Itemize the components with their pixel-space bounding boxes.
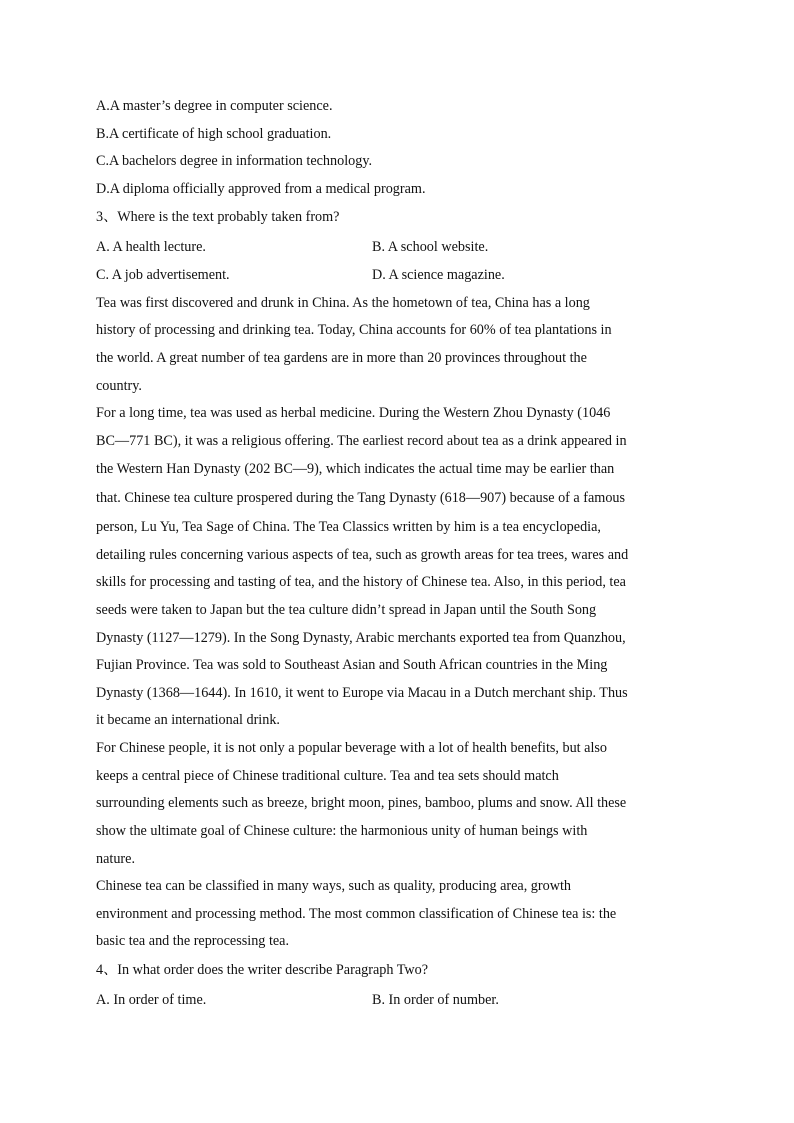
passage-p2-line: Dynasty (1368—1644). In 1610, it went to Europe via Macau in a Dutch merchant ship. Thus xyxy=(96,685,628,701)
q3-stem: 3、Where is the text probably taken from? xyxy=(96,209,340,225)
passage-p3-line: For Chinese people, it is not only a popular beverage with a lot of health benefits, but also xyxy=(96,740,608,756)
passage-p2-line: it became an international drink. xyxy=(96,712,280,728)
passage-p4-line: environment and processing method. The most common classification of Chinese tea is: the xyxy=(96,906,617,922)
passage-p2-line: BC—771 BC), it was a religious offering. The earliest record about tea as a drink appeared in xyxy=(96,433,627,449)
passage-p2-line: detailing rules concerning various aspects of tea, such as growth areas for tea trees, wares and xyxy=(96,547,629,563)
q3-option-d: D. A science magazine. xyxy=(372,267,505,283)
q4-stem: 4、In what order does the writer describe Paragraph Two? xyxy=(96,962,429,978)
passage-p2-line: seeds were taken to Japan but the tea culture didn’t spread in Japan until the South Song xyxy=(96,602,597,618)
passage-p2-line: skills for processing and tasting of tea, and the history of Chinese tea. Also, in this period, tea xyxy=(96,574,626,590)
q3-option-b: B. A school website. xyxy=(372,239,489,255)
passage-p3-line: surrounding elements such as breeze, bright moon, pines, bamboo, plums and snow. All these xyxy=(96,795,627,811)
passage-p1-line: the world. A great number of tea gardens are in more than 20 provinces throughout the xyxy=(96,350,587,366)
passage-p3-line: show the ultimate goal of Chinese culture: the harmonious unity of human beings with xyxy=(96,823,588,839)
passage-p3-line: nature. xyxy=(96,851,135,867)
q3-options-row-2 xyxy=(96,266,505,284)
passage-p2-line: person, Lu Yu, Tea Sage of China. The Tea Classics written by him is a tea encyclopedia, xyxy=(96,519,601,535)
q3-options-row-1 xyxy=(96,238,489,256)
passage-p3-line: keeps a central piece of Chinese traditional culture. Tea and tea sets should match xyxy=(96,768,559,784)
q2-option-b: B.A certificate of high school graduation. xyxy=(96,126,332,142)
passage-p4-line: Chinese tea can be classified in many ways, such as quality, producing area, growth xyxy=(96,878,572,894)
q2-option-c: C.A bachelors degree in information technology. xyxy=(96,153,373,169)
q2-option-d: D.A diploma officially approved from a medical program. xyxy=(96,181,426,197)
passage-p1-line: history of processing and drinking tea. Today, China accounts for 60% of tea plantations in xyxy=(96,322,612,338)
passage-p2-line: For a long time, tea was used as herbal medicine. During the Western Zhou Dynasty (1046 xyxy=(96,405,611,421)
passage-p2-line: Fujian Province. Tea was sold to Southeast Asian and South African countries in the Ming xyxy=(96,657,608,673)
passage-p2-line: the Western Han Dynasty (202 BC—9), which indicates the actual time may be earlier than xyxy=(96,461,615,477)
q3-option-a: A. A health lecture. xyxy=(96,239,206,255)
passage-p2-line: Dynasty (1127—1279). In the Song Dynasty, Arabic merchants exported tea from Quanzhou, xyxy=(96,630,626,646)
q4-option-a: A. In order of time. xyxy=(96,992,207,1008)
q4-option-b: B. In order of number. xyxy=(372,992,499,1008)
passage-p2-line: that. Chinese tea culture prospered during the Tang Dynasty (618—907) because of a famous xyxy=(96,490,626,506)
passage-p4-line: basic tea and the reprocessing tea. xyxy=(96,933,290,949)
passage-p1-line: Tea was first discovered and drunk in China. As the hometown of tea, China has a long xyxy=(96,295,590,311)
passage-p1-line: country. xyxy=(96,378,142,394)
q4-options-row-1 xyxy=(96,991,499,1009)
q2-option-a: A.A master’s degree in computer science. xyxy=(96,98,333,114)
q3-option-c: C. A job advertisement. xyxy=(96,267,230,283)
